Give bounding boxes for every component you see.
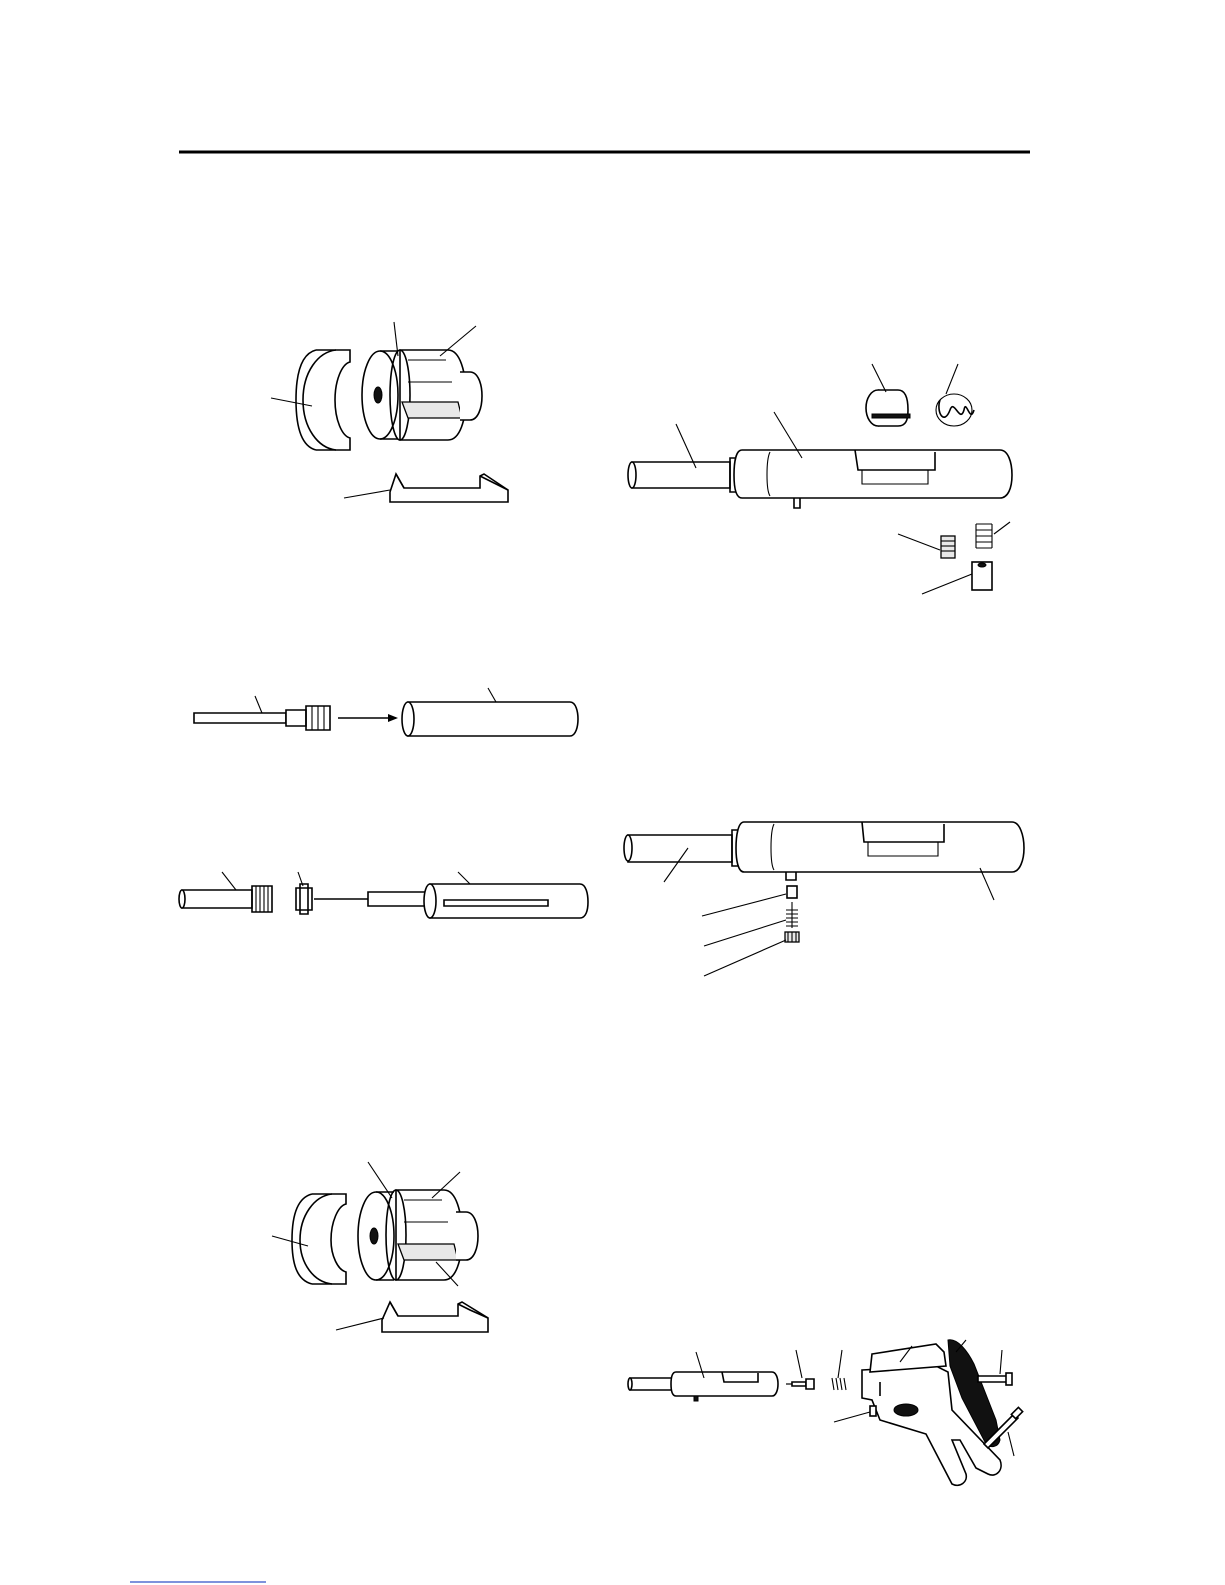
small-block-part: [870, 1406, 876, 1416]
small-spring-right: [976, 524, 992, 548]
collar-part: [296, 884, 312, 914]
u-bracket-part: [390, 474, 508, 502]
figure-gun-assembly: [628, 1340, 1023, 1485]
screw-top-part: [978, 1373, 1012, 1385]
coupling-body-part-2: [386, 1190, 478, 1280]
barrel-body-part: [734, 450, 1012, 508]
spring-small-part: [832, 1378, 846, 1390]
pin-part: [194, 706, 330, 730]
figure-coupling-bottom: [272, 1162, 488, 1332]
coupling-body-part: [390, 350, 482, 440]
figure-coupling-top: [271, 322, 508, 502]
barrel-body-part-2: [736, 822, 1024, 880]
figure-barrel-top: [628, 364, 1012, 594]
small-spring-left: [941, 536, 955, 558]
pin-small-part: [786, 1379, 814, 1389]
figure-slotted-tube: [179, 872, 588, 918]
slotted-tube-part: [368, 884, 588, 918]
rod-with-thread-part: [179, 886, 272, 912]
rod-part: [628, 458, 742, 492]
rod-part-2: [624, 830, 744, 866]
figure-barrel-middle: [624, 822, 1024, 976]
spring-part: [936, 394, 974, 426]
clip-part: [866, 390, 910, 426]
detent-pin-part: [787, 886, 797, 898]
detent-screw-part: [785, 932, 799, 942]
detent-spring-part: [786, 902, 798, 928]
split-ring-part-2: [292, 1194, 346, 1284]
figure-pin-tube: [194, 688, 578, 736]
tube-part: [402, 702, 578, 736]
split-ring-part: [296, 350, 350, 450]
sleeve-part: [972, 562, 992, 590]
u-bracket-part-2: [382, 1302, 488, 1332]
